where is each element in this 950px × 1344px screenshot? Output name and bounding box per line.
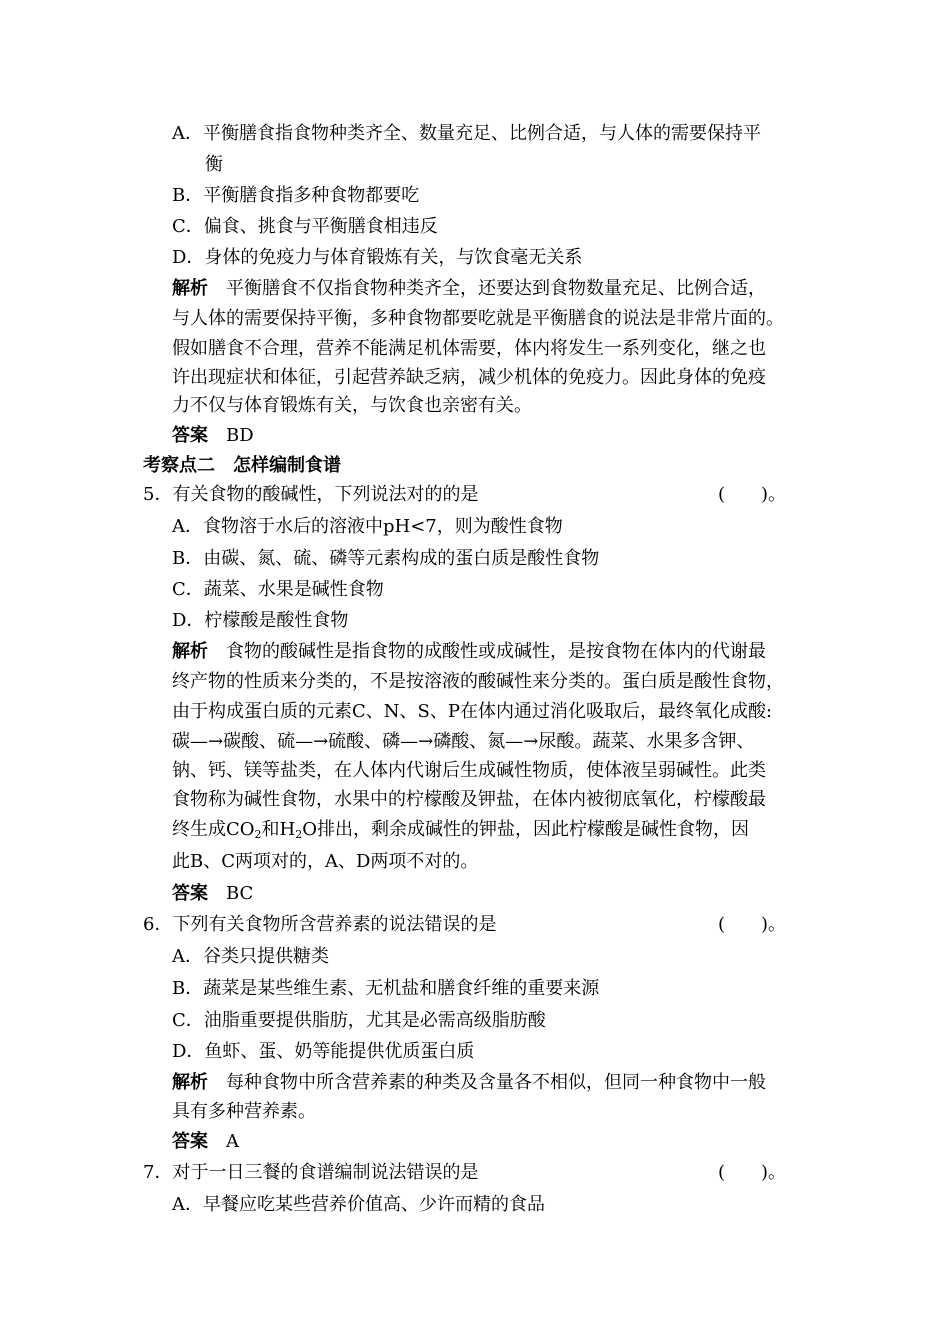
q6-answer: [172, 1127, 239, 1157]
section-heading: 考察点二 怎样编制食谱: [143, 455, 341, 476]
answer-label: 答案: [172, 883, 208, 904]
q4-answer: [172, 421, 254, 451]
q6-stem: 6．下列有关食物所含营养素的说法错误的是: [143, 914, 497, 935]
q6-option-a: A．谷类只提供糖类: [172, 946, 329, 967]
analysis-label: 解析: [172, 278, 208, 299]
q7-stem: 7．对于一日三餐的食谱编制说法错误的是: [143, 1162, 479, 1183]
q5-analysis-line1: [172, 637, 766, 667]
analysis-text: 平衡膳食不仅指食物种类齐全，还要达到食物数量充足、比例合适，: [226, 278, 766, 299]
answer-value: BC: [226, 883, 254, 904]
q7-option-a: A．早餐应吃某些营养价值高、少许而精的食品: [172, 1194, 545, 1215]
q4-analysis-line5: 力不仅与体育锻炼有关，与饮食也亲密有关。: [172, 395, 532, 416]
q5-analysis-line8: 此B、C两项对的，A、D两项不对的。: [172, 851, 479, 872]
answer-label: 答案: [172, 1131, 208, 1152]
q5-analysis-line4: 碳—→碳酸、硫—→硫酸、磷—→磷酸、氮—→尿酸。蔬菜、水果多含钾、: [172, 731, 755, 752]
q5-answer: [172, 879, 253, 909]
analysis-text: 每种食物中所含营养素的种类及含量各不相似，但同一种食物中一般: [226, 1072, 766, 1093]
q5-analysis-line2: 终产物的性质来分类的，不是按溶液的酸碱性来分类的。蛋白质是酸性食物，: [172, 671, 784, 692]
subscript: 2: [295, 828, 303, 841]
q6-analysis-line2: 具有多种营养素。: [172, 1101, 316, 1122]
analysis-text: 食物的酸碱性是指食物的成酸性或成碱性，是按食物在体内的代谢最: [226, 641, 766, 662]
q4-option-b: B．平衡膳食指多种食物都要吃: [172, 185, 420, 206]
q5-option-d: D．柠檬酸是酸性食物: [172, 610, 349, 631]
q5-stem: 5．有关食物的酸碱性，下列说法对的的是: [143, 484, 479, 505]
analysis-text: 终生成CO: [172, 819, 255, 840]
q5-analysis-line7: [172, 815, 749, 845]
answer-label: 答案: [172, 425, 208, 446]
q5-answer-blank: ( )。: [718, 484, 787, 505]
q4-option-a-line1: A．平衡膳食指食物种类齐全、数量充足、比例合适，与人体的需要保持平: [172, 123, 761, 144]
q4-analysis-line3: 假如膳食不合理，营养不能满足机体需要，体内将发生一系列变化，继之也: [172, 338, 766, 359]
q5-option-c: C．蔬菜、水果是碱性食物: [172, 579, 384, 600]
answer-value: BD: [226, 425, 254, 446]
q4-analysis-line4: 许出现症状和体征，引起营养缺乏病，减少机体的免疫力。因此身体的免疫: [172, 367, 766, 388]
q4-option-c: C．偏食、挑食与平衡膳食相违反: [172, 216, 438, 237]
q4-analysis-line1: [172, 274, 766, 304]
q4-analysis-line2: 与人体的需要保持平衡，多种食物都要吃就是平衡膳食的说法是非常片面的。: [172, 308, 784, 329]
analysis-label: 解析: [172, 641, 208, 662]
q6-analysis-line1: [172, 1068, 766, 1098]
q5-analysis-line3: 由于构成蛋白质的元素C、N、S、P在体内通过消化吸取后，最终氧化成酸:: [172, 701, 773, 722]
answer-value: A: [226, 1131, 239, 1152]
analysis-text: 和H: [261, 819, 296, 840]
subscript: 2: [254, 828, 262, 841]
q5-analysis-line6: 食物称为碱性食物，水果中的柠檬酸及钾盐，在体内被彻底氧化，柠檬酸最: [172, 789, 766, 810]
analysis-label: 解析: [172, 1072, 208, 1093]
q6-option-b: B．蔬菜是某些维生素、无机盐和膳食纤维的重要来源: [172, 978, 600, 999]
analysis-text: O排出，剩余成碱性的钾盐，因此柠檬酸是碱性食物，因: [302, 819, 749, 840]
q4-option-d: D．身体的免疫力与体育锻炼有关，与饮食毫无关系: [172, 247, 583, 268]
q7-answer-blank: ( )。: [718, 1162, 787, 1183]
q4-option-a-line2: 衡: [205, 154, 223, 175]
q6-option-d: D．鱼虾、蛋、奶等能提供优质蛋白质: [172, 1041, 475, 1062]
q5-option-b: B．由碳、氮、硫、磷等元素构成的蛋白质是酸性食物: [172, 548, 600, 569]
q6-option-c: C．油脂重要提供脂肪，尤其是必需高级脂肪酸: [172, 1010, 546, 1031]
q6-answer-blank: ( )。: [718, 914, 787, 935]
q5-analysis-line5: 钠、钙、镁等盐类，在人体内代谢后生成碱性物质，使体液呈弱碱性。此类: [172, 760, 766, 781]
q5-option-a: A．食物溶于水后的溶液中pH<7，则为酸性食物: [172, 516, 563, 537]
